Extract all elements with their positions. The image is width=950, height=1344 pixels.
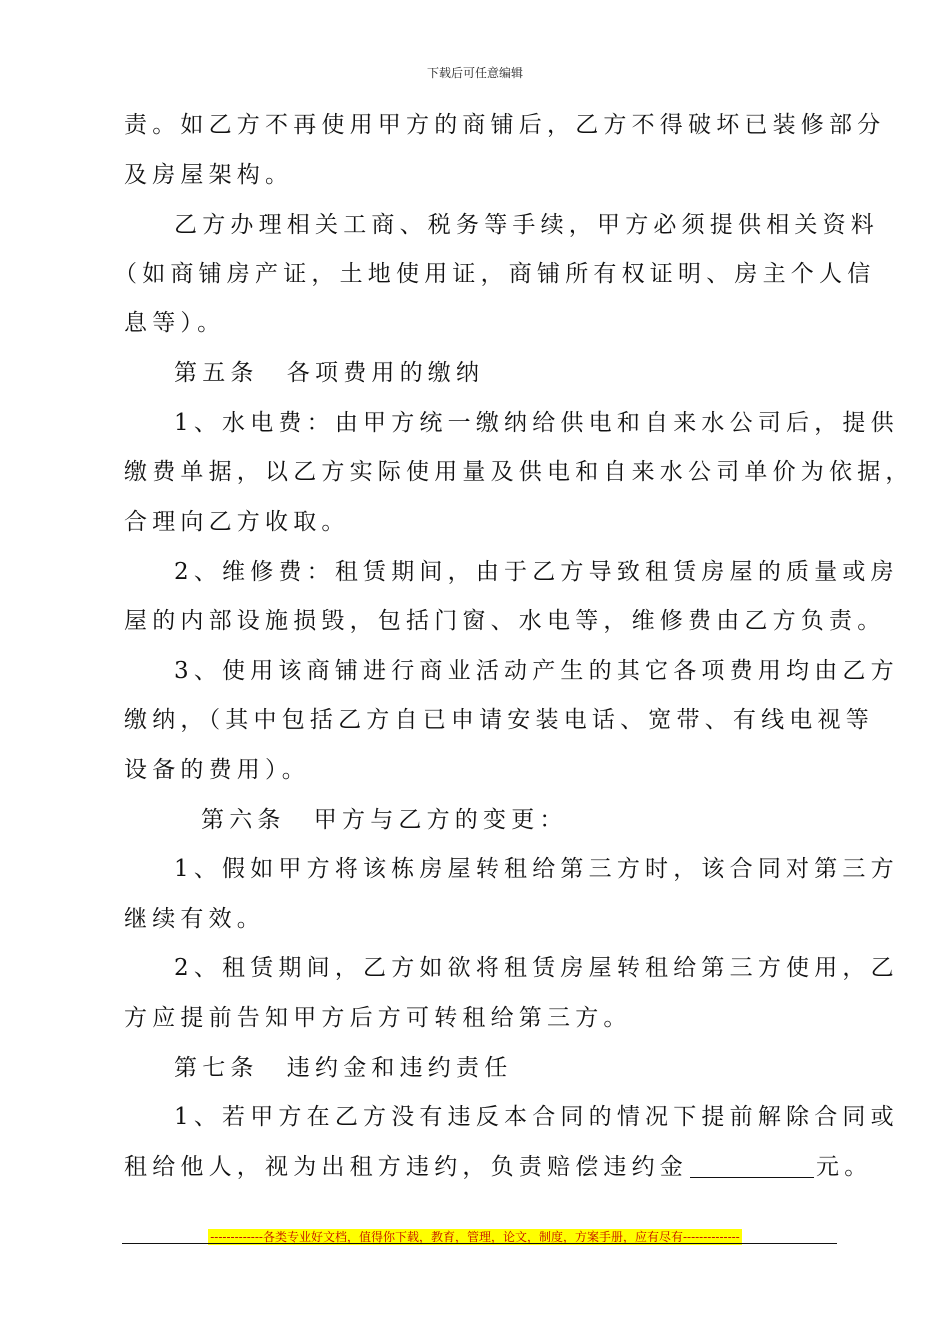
text-line: 息等）。 bbox=[124, 310, 226, 336]
text-line: 1、若甲方在乙方没有违反本合同的情况下提前解除合同或 bbox=[174, 1104, 899, 1130]
header-note: 下载后可任意编辑 bbox=[426, 66, 523, 80]
text-line: 缴纳，（其中包括乙方自已申请安装电话、宽带、有线电视等 bbox=[124, 707, 874, 733]
text-line: 及房屋架构。 bbox=[124, 162, 294, 188]
section-heading: 第七条 违约金和违约责任 bbox=[174, 1055, 513, 1081]
text-line: 乙方办理相关工商、税务等手续，甲方必须提供相关资料 bbox=[174, 212, 879, 238]
text-line: 继续有效。 bbox=[124, 906, 265, 932]
text-line: 缴费单据，以乙方实际使用量及供电和自来水公司单价为依据， bbox=[124, 459, 914, 485]
text-line: 2、租赁期间，乙方如欲将租赁房屋转租给第三方使用，乙 bbox=[174, 955, 899, 981]
text-line: （如商铺房产证，土地使用证，商铺所有权证明、房主个人信 bbox=[114, 261, 876, 287]
text-line: 屋的内部设施损毁，包括门窗、水电等，维修费由乙方负责。 bbox=[124, 608, 886, 634]
section-heading: 第六条 甲方与乙方的变更： bbox=[201, 807, 568, 833]
section-heading: 第五条 各项费用的缴纳 bbox=[174, 360, 485, 386]
text-line-suffix: 元。 bbox=[816, 1154, 873, 1180]
text-line: 3、使用该商铺进行商业活动产生的其它各项费用均由乙方 bbox=[174, 658, 899, 684]
text-line: 责。如乙方不再使用甲方的商铺后，乙方不得破坏已装修部分 bbox=[124, 112, 886, 138]
footer-banner-text: -------------各类专业好文档，值得你下载，教育，管理，论文，制度，方案手册，应有尽有-------------- bbox=[210, 1230, 740, 1244]
text-line: 合理向乙方收取。 bbox=[124, 509, 350, 535]
fill-in-blank bbox=[690, 1155, 814, 1178]
footer-divider bbox=[122, 1243, 837, 1244]
text-line: 1、假如甲方将该栋房屋转租给第三方时，该合同对第三方 bbox=[174, 856, 899, 882]
text-line-with-blank bbox=[124, 1152, 872, 1182]
text-line: 设备的费用）。 bbox=[124, 757, 310, 783]
text-line: 2、维修费：租赁期间，由于乙方导致租赁房屋的质量或房 bbox=[174, 559, 899, 585]
text-line: 1、水电费：由甲方统一缴纳给供电和自来水公司后，提供 bbox=[174, 410, 899, 436]
text-line: 方应提前告知甲方后方可转租给第三方。 bbox=[124, 1005, 632, 1031]
text-line-lead: 租给他人，视为出租方违约，负责赔偿违约金 bbox=[124, 1154, 688, 1180]
